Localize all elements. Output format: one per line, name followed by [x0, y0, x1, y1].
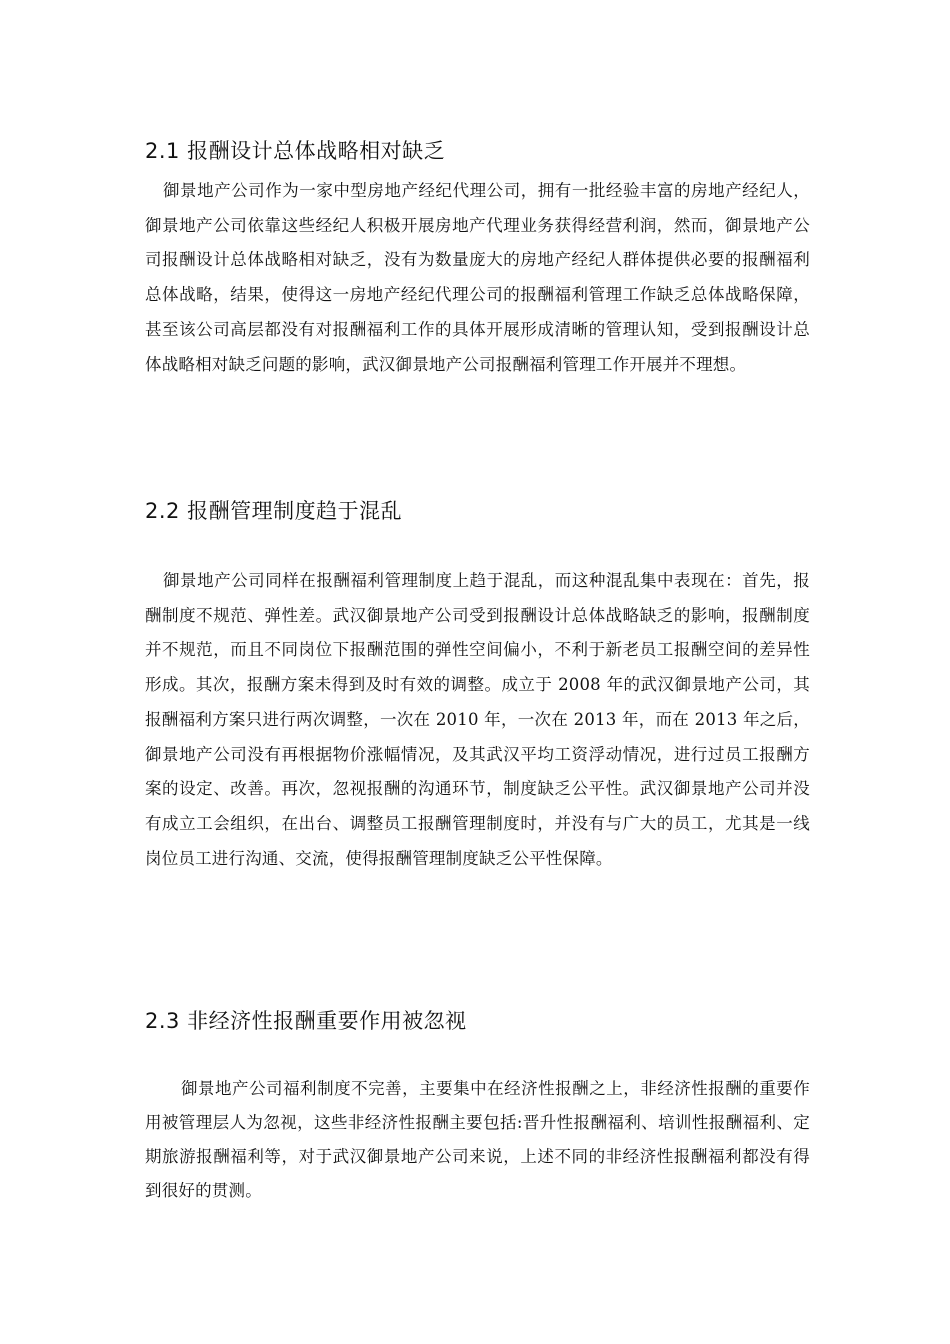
section-heading-2-2: 2.2 报酬管理制度趋于混乱 — [145, 499, 403, 523]
section-paragraph-2-2: 御景地产公司同样在报酬福利管理制度上趋于混乱，而这种混乱集中表现在：首先，报酬制度不规范、弹性差。武汉御景地产公司受到报酬设计总体战略缺乏的影响，报酬制度并不规范，而且不同岗位下报酬范围的弹性空间偏小，不利于新老员工报酬空间的差异性形成。其次，报酬方案未得到及时有效的调整。成立于 2008 年的武汉御景地产公司，其报酬福利方案只进行两次调整，一次在 2010 年，一次在 2013 年，而在 2013 年之后，御景地产公司没有再根据物价涨幅情况，及其武汉平均工资浮动情况，进行过员工报酬方案的设定、改善。再次，忽视报酬的沟通环节，制度缺乏公平性。武汉御景地产公司并没有成立工会组织，在出台、调整员工报酬管理制度时，并没有与广大的员工，尤其是一线岗位员工进行沟通、交流，使得报酬管理制度缺乏公平性保障。 — [145, 571, 810, 868]
section-heading-2-3: 2.3 非经济性报酬重要作用被忽视 — [145, 1009, 467, 1033]
section-paragraph-2-3: 御景地产公司福利制度不完善，主要集中在经济性报酬之上，非经济性报酬的重要作用被管理层人为忽视，这些非经济性报酬主要包括:晋升性报酬福利、培训性报酬福利、定期旅游报酬福利等，对于武汉御景地产公司来说，上述不同的非经济性报酬福利都没有得到很好的贯测。 — [145, 1079, 810, 1200]
section-heading-2-1: 2.1 报酬设计总体战略相对缺乏 — [145, 139, 446, 163]
section-paragraph-2-1: 御景地产公司作为一家中型房地产经纪代理公司，拥有一批经验丰富的房地产经纪人，御景地产公司依靠这些经纪人积极开展房地产代理业务获得经营利润，然而，御景地产公司报酬设计总体战略相对缺乏，没有为数量庞大的房地产经纪人群体提供必要的报酬福利总体战略，结果，使得这一房地产经纪代理公司的报酬福利管理工作缺乏总体战略保障，甚至该公司高层都没有对报酬福利工作的具体开展形成清晰的管理认知，受到报酬设计总体战略相对缺乏问题的影响，武汉御景地产公司报酬福利管理工作开展并不理想。 — [145, 181, 810, 374]
